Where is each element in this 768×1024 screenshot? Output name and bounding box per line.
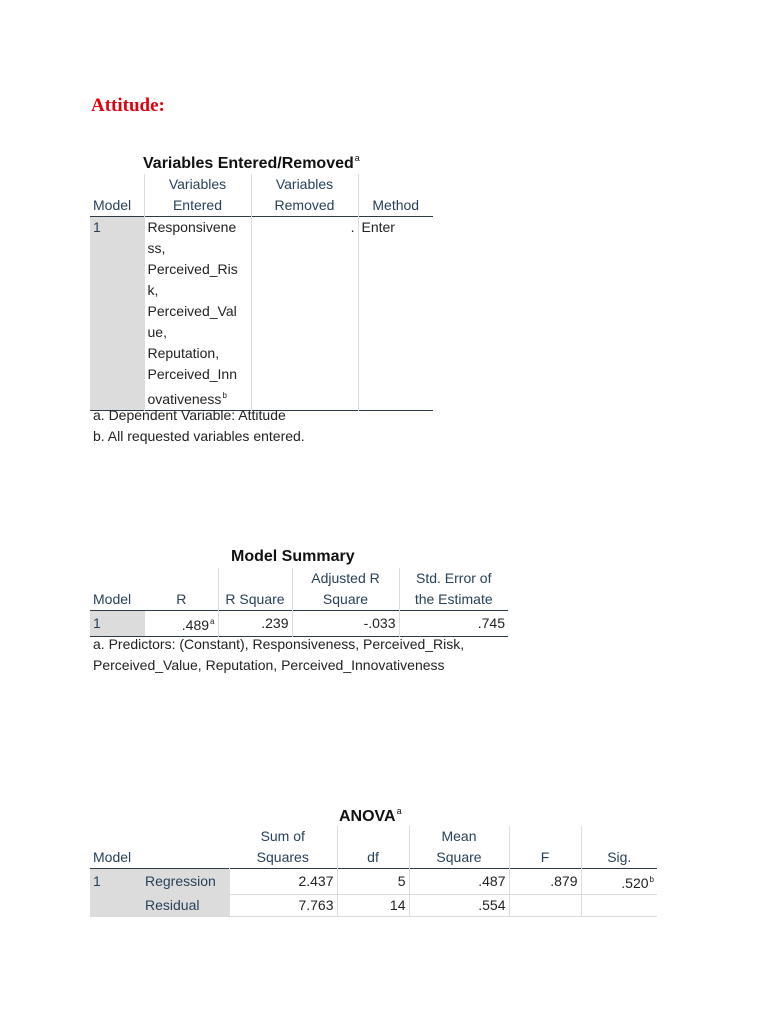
header-variables-entered: Variables Entered — [144, 174, 251, 217]
footnote-b: b. All requested variables entered. — [93, 428, 305, 444]
anova-row-model: 1 — [90, 869, 142, 895]
anova-title-text: ANOVA — [339, 808, 396, 825]
anova-cell-f: .879 — [509, 869, 581, 895]
anova-cell-f — [509, 895, 581, 917]
ms-header-std-error: Std. Error of the Estimate — [399, 568, 508, 611]
ms-cell-r-square: .239 — [218, 611, 292, 637]
anova-header-sum-of-squares: Sum of Squares — [256, 828, 309, 865]
anova-table — [90, 826, 657, 917]
anova-cell-ms: .554 — [409, 895, 509, 917]
ms-cell-adjusted-r-square: -.033 — [292, 611, 399, 637]
cell-variables-entered: Responsivene ss, Perceived_Ris k, Perceived_Val ue, Reputation, Perceived_Inn ovativeness$^b$ — [144, 217, 251, 411]
ms-footnote-line1: a. Predictors: (Constant), Responsiveness, Perceived_Risk, — [93, 636, 465, 652]
ms-row-model-label: 1 — [90, 611, 145, 637]
anova-header-df: df — [337, 826, 409, 869]
anova-cell-ss: 7.763 — [229, 895, 337, 917]
cell-method: Enter — [358, 217, 433, 411]
ms-header-adjusted-r-square: Adjusted R Square — [292, 568, 399, 611]
variables-table-title — [143, 153, 360, 173]
model-summary-title: Model Summary — [231, 548, 355, 565]
anova-row-label: Regression — [142, 869, 229, 895]
variables-table-title-text: Variables Entered/Removed — [143, 155, 354, 172]
ms-header-model: Model — [93, 591, 132, 607]
anova-row-label: Residual — [142, 895, 229, 917]
cell-variables-removed: . — [251, 217, 358, 411]
footnote-a: a. Dependent Variable: Attitude — [93, 407, 286, 423]
anova-cell-df: 14 — [337, 895, 409, 917]
anova-header-model: Model — [93, 849, 132, 865]
anova-title — [339, 806, 402, 826]
anova-cell-ss: 2.437 — [229, 869, 337, 895]
table-row — [90, 869, 657, 895]
ms-header-r-square: R Square — [218, 568, 292, 611]
header-variables-removed: Variables Removed — [251, 174, 358, 217]
variables-table-footnotes — [93, 405, 305, 447]
page-heading: Attitude: — [91, 95, 165, 116]
model-summary-footnotes — [93, 634, 464, 676]
variables-table-title-sup: a — [354, 153, 360, 163]
anova-cell-sig: .520$^b$ — [581, 869, 657, 895]
anova-cell-df: 5 — [337, 869, 409, 895]
anova-header-sig: Sig. — [581, 826, 657, 869]
anova-cell-ms: .487 — [409, 869, 509, 895]
anova-cell-sig — [581, 895, 657, 917]
ms-cell-r: .489$^a$ — [181, 617, 215, 633]
model-summary-table — [90, 568, 508, 637]
anova-header-mean-square: Mean Square — [409, 826, 509, 869]
variables-entered-table — [90, 174, 433, 411]
ms-footnote-line2: Perceived_Value, Reputation, Perceived_Innovativeness — [93, 657, 445, 673]
anova-row-model — [90, 895, 142, 917]
table-row — [90, 895, 657, 917]
ms-cell-std-error: .745 — [399, 611, 508, 637]
header-method: Method — [358, 174, 433, 217]
row-model-label: 1 — [90, 217, 144, 411]
anova-title-sup: a — [396, 806, 402, 816]
ms-header-r: R — [176, 591, 187, 607]
anova-header-f: F — [509, 826, 581, 869]
header-model: Model — [93, 197, 132, 213]
